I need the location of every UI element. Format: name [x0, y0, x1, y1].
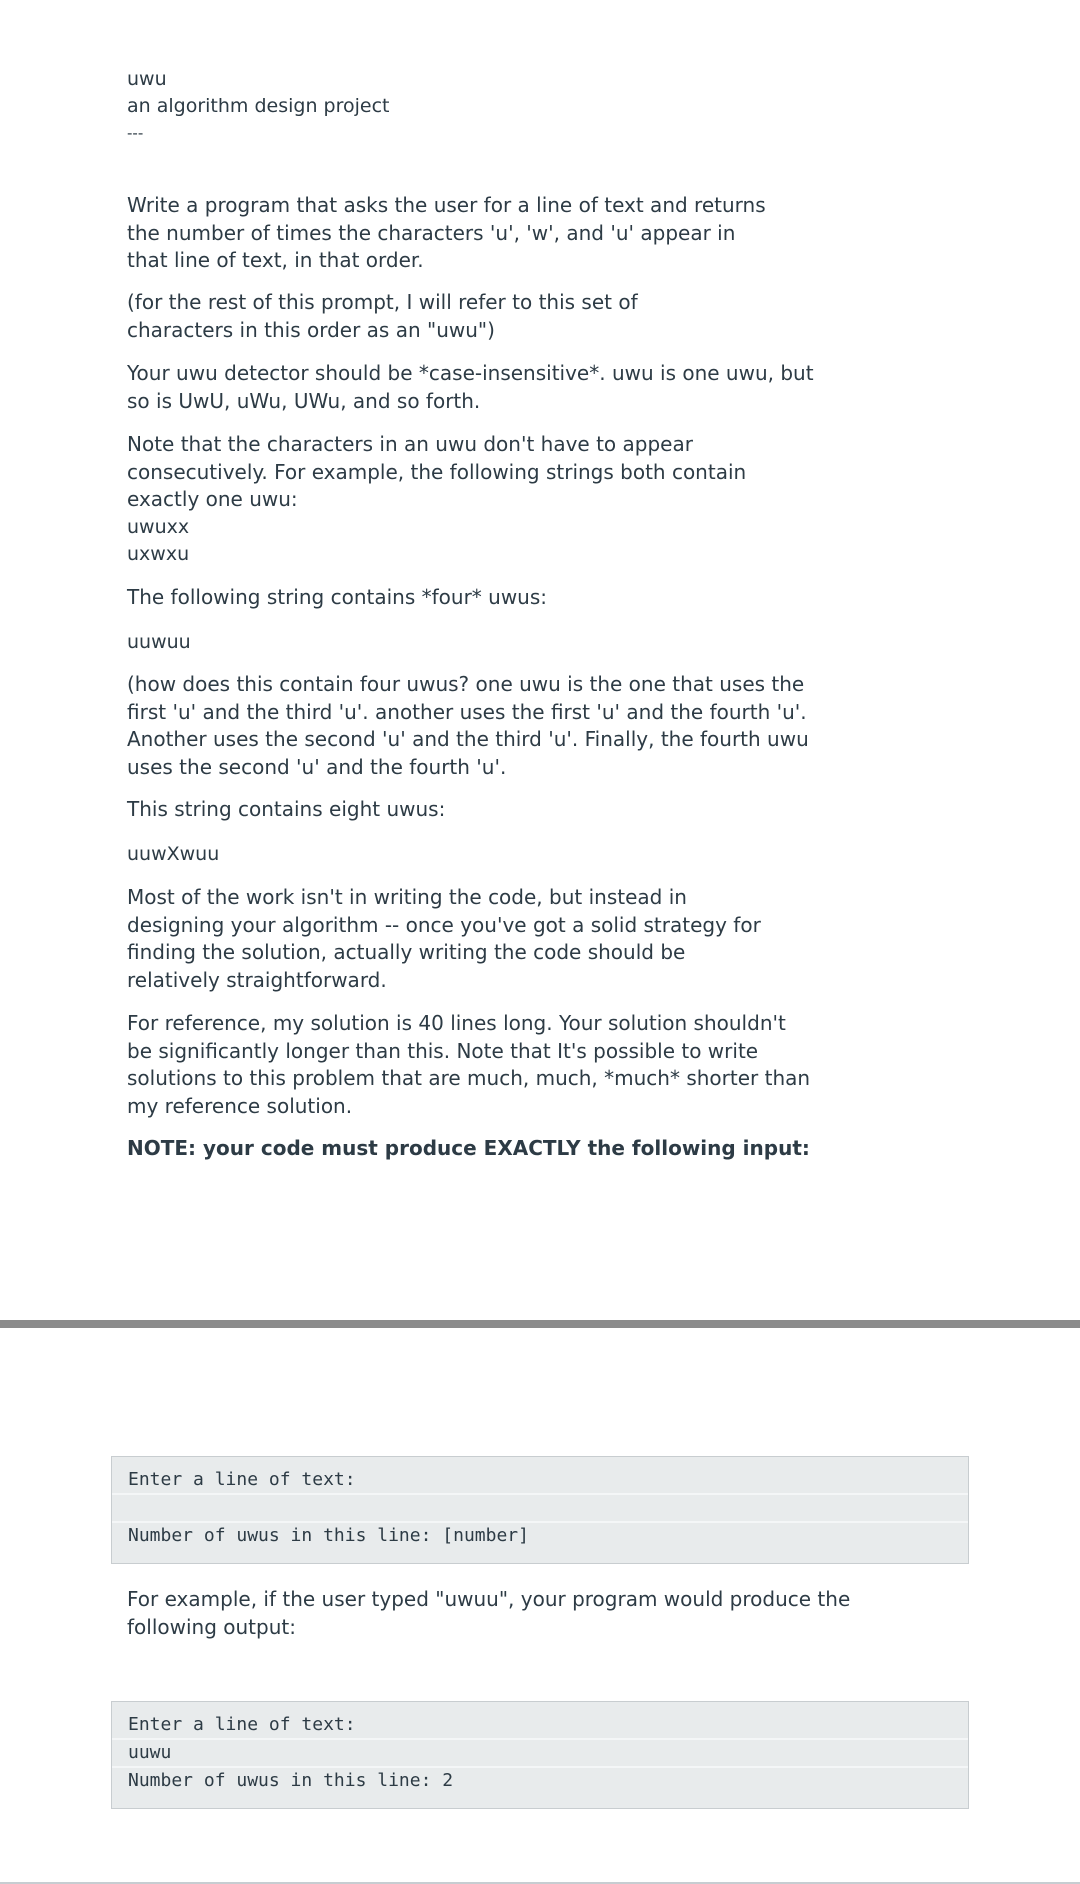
paragraph-four-uwus [127, 584, 817, 612]
section-divider [0, 1320, 1080, 1328]
code-line-empty [112, 1495, 968, 1523]
paragraph-example-intro [127, 1586, 927, 1641]
code-block-format [111, 1456, 969, 1564]
example-string: uuwuu [127, 631, 191, 653]
code-line: Enter a line of text: [112, 1702, 968, 1740]
paragraph-text: (for the rest of this prompt, I will refer to this set of characters in this order as an "uwu") [127, 290, 638, 342]
example-eight [127, 841, 219, 868]
paragraph-explanation [127, 671, 847, 781]
code-line: uuwu [112, 1740, 968, 1768]
header [127, 66, 967, 147]
paragraph-text: Note that the characters in an uwu don't have to appear consecutively. For example, the following strings both contain exactly one uwu: [127, 432, 747, 511]
paragraph-non-consecutive [127, 431, 817, 568]
example-string: uxwxu [127, 542, 190, 565]
document-subtitle: an algorithm design project [127, 95, 390, 117]
code-line: Number of uwus in this line: 2 [128, 1770, 454, 1791]
paragraph-text: (how does this contain four uwus? one uwu is the one that uses the first 'u' and the third 'u'. another uses the first 'u' and the fourth 'u'. Another uses the second 'u' and the third 'u'. Finally, the fourth uwu uses the second 'u' and the fourth 'u'. [127, 672, 809, 779]
note-text: NOTE: your code must produce EXACTLY the following input: [127, 1136, 810, 1160]
code-block-example [111, 1701, 969, 1809]
header-separator: --- [127, 124, 144, 142]
code-line: Enter a line of text: [112, 1457, 968, 1495]
example-string: uwuxx [127, 515, 190, 538]
paragraph-text: The following string contains *four* uwus: [127, 585, 548, 609]
paragraph-text: Your uwu detector should be *case-insensitive*. uwu is one uwu, but so is UwU, uWu, UWu, and so forth. [127, 361, 814, 413]
code-line: Number of uwus in this line: [number] [128, 1525, 529, 1546]
paragraph-reference [127, 1010, 817, 1120]
example-four [127, 629, 191, 656]
paragraph-text: This string contains eight uwus: [127, 797, 446, 821]
paragraph-definition [127, 289, 747, 344]
document-title: uwu [127, 68, 167, 90]
paragraph-text: Most of the work isn't in writing the code, but instead in designing your algorithm -- once you've got a solid strategy for finding the solution, actually writing the code should be relatively straightforward. [127, 885, 761, 992]
paragraph-text: For example, if the user typed "uwuu", your program would produce the following output: [127, 1587, 851, 1639]
example-string: uuwXwuu [127, 843, 220, 865]
paragraph-eight-uwus [127, 796, 817, 824]
paragraph-intro [127, 192, 777, 275]
paragraph-note [127, 1135, 927, 1163]
paragraph-text: Write a program that asks the user for a line of text and returns the number of times the characters 'u', 'w', and 'u' appear in that line of text, in that order. [127, 193, 766, 272]
paragraph-case-insensitive [127, 360, 817, 415]
paragraph-text: For reference, my solution is 40 lines long. Your solution shouldn't be significantly longer than this. Note that It's possible to write solutions to this problem that are much, much, *much* shorter than my reference solution. [127, 1011, 811, 1118]
paragraph-algorithm [127, 884, 767, 994]
